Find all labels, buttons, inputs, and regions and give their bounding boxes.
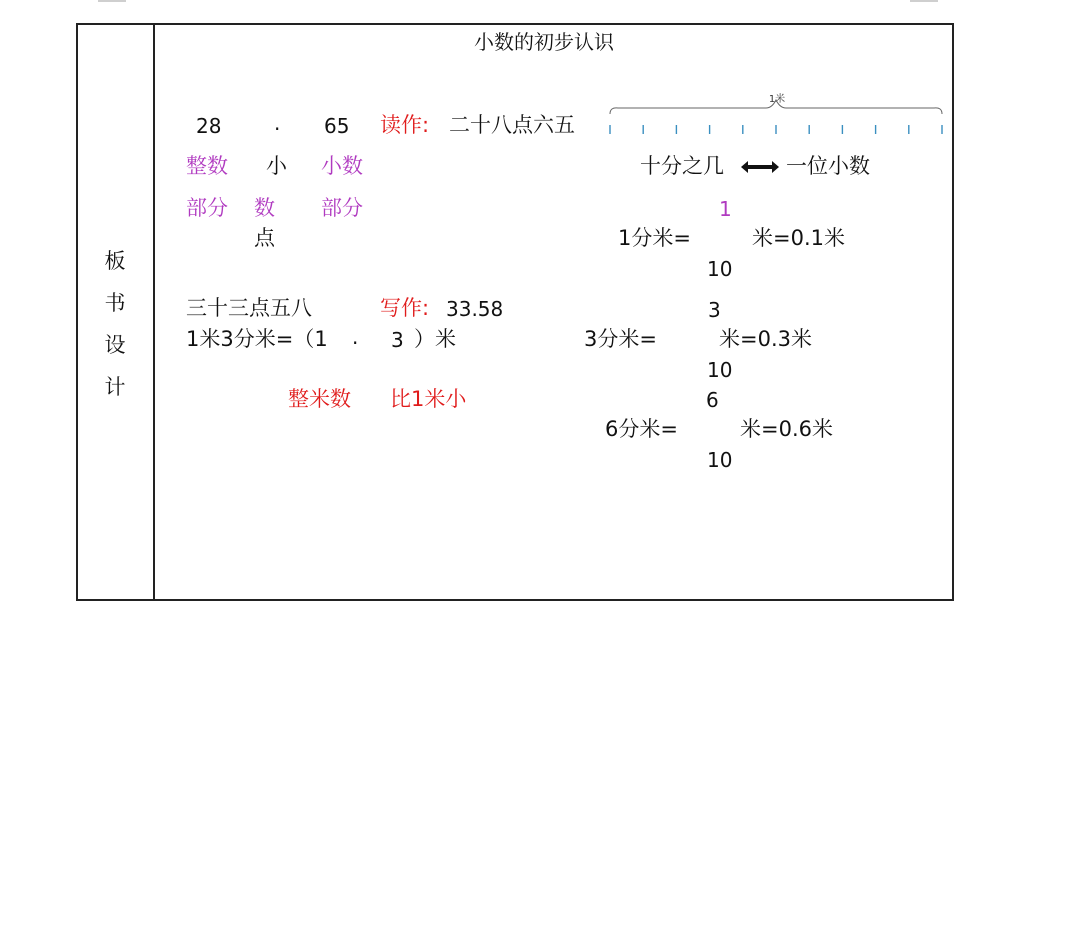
- relation-right: 一位小数: [786, 154, 870, 178]
- ruler-ticks: [610, 125, 942, 134]
- read-label: 读作:: [380, 113, 430, 137]
- integer-part-label-top: 整数: [186, 154, 228, 178]
- point-label-char-2: 数: [254, 196, 275, 220]
- fraction-3-numerator: 6: [706, 388, 719, 412]
- point-label-char-1: 小: [266, 154, 287, 178]
- board-title: 小数的初步认识: [474, 30, 614, 54]
- conversion-point: .: [352, 325, 359, 349]
- fraction-1-lhs: 1分米=: [618, 226, 691, 250]
- side-label-char: 计: [104, 375, 126, 399]
- write-label: 写作:: [380, 296, 430, 320]
- fraction-3-denominator: 10: [707, 448, 733, 472]
- integer-part-number: 28: [196, 114, 222, 138]
- decimal-part-number: 65: [324, 114, 350, 138]
- relation-left: 十分之几: [640, 154, 724, 178]
- whole-meter-annotation: 整米数: [288, 387, 351, 411]
- conversion-unit: ）米: [414, 327, 456, 351]
- fraction-2-denominator: 10: [707, 358, 733, 382]
- fraction-1-numerator: 1: [719, 197, 732, 221]
- decimal-part-label-bottom: 部分: [321, 196, 363, 220]
- read-value: 二十八点六五: [449, 113, 575, 137]
- side-label-char: 书: [104, 291, 126, 315]
- point-label-char-3: 点: [254, 226, 275, 250]
- integer-part-label-bottom: 部分: [186, 196, 228, 220]
- conversion-decimal: 3: [391, 328, 404, 352]
- conversion-text: 1米3分米=（1: [186, 327, 328, 351]
- decimal-point: .: [274, 111, 281, 135]
- column-divider: [153, 25, 155, 599]
- fraction-1-denominator: 10: [707, 257, 733, 281]
- fraction-3-rhs: 米=0.6米: [740, 417, 833, 441]
- side-label: [102, 240, 128, 408]
- fraction-2-numerator: 3: [708, 298, 721, 322]
- less-than-meter-annotation: 比1米小: [390, 387, 467, 411]
- example-2-text: 三十三点五八: [186, 296, 312, 320]
- fraction-2-rhs: 米=0.3米: [719, 327, 812, 351]
- side-label-char: 设: [104, 333, 126, 357]
- fraction-3-lhs: 6分米=: [605, 417, 678, 441]
- top-edge-mark-right: [910, 0, 938, 2]
- ruler-label: 1米: [768, 94, 786, 105]
- fraction-1-rhs: 米=0.1米: [752, 226, 845, 250]
- fraction-2-lhs: 3分米=: [584, 327, 657, 351]
- write-value: 33.58: [446, 297, 504, 321]
- decimal-part-label-top: 小数: [321, 154, 363, 178]
- double-arrow-icon: [740, 160, 780, 174]
- top-edge-mark-left: [98, 0, 126, 2]
- side-label-char: 板: [104, 249, 126, 273]
- meter-ruler: [606, 92, 948, 137]
